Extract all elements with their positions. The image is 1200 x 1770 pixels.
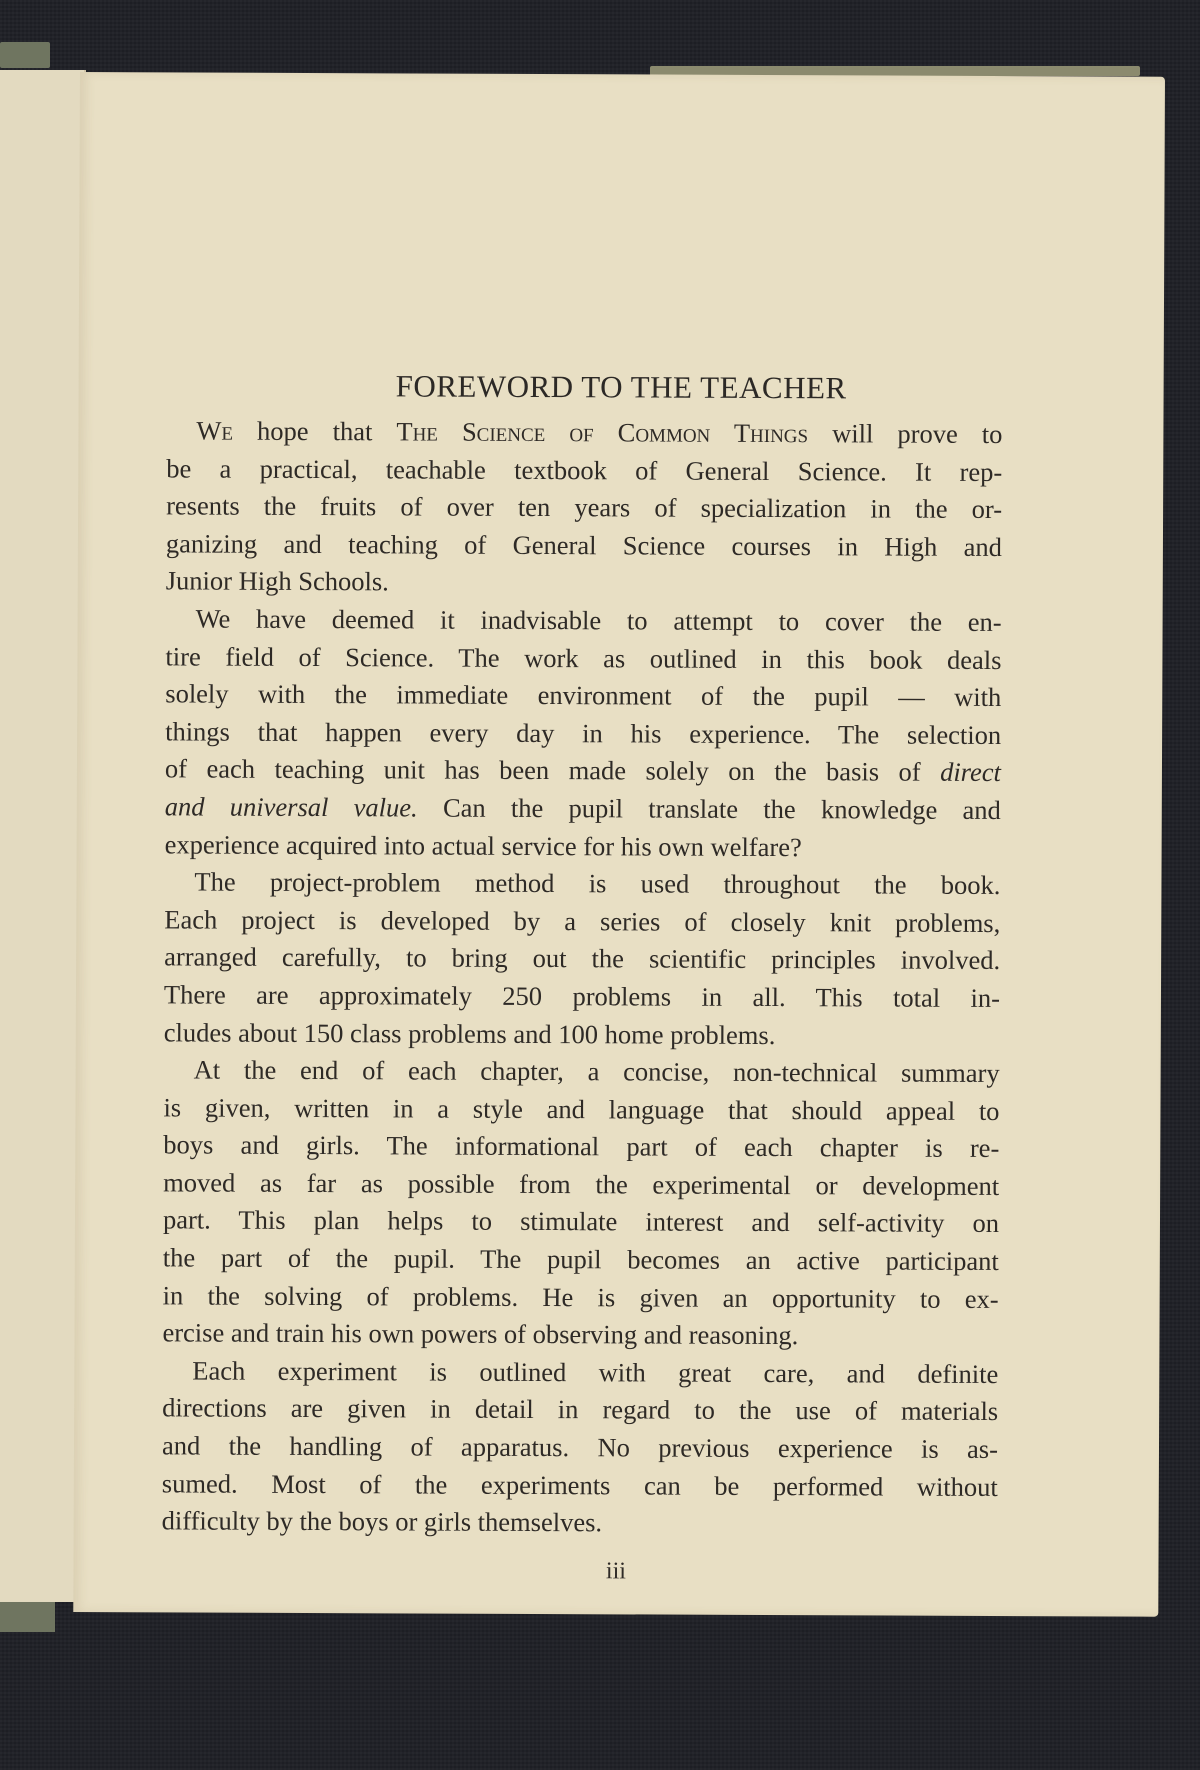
text-span: will prove to — [808, 418, 1003, 450]
text-span: hope that — [232, 415, 397, 447]
text-span: of each teaching unit has been made solely on the basis of — [164, 753, 941, 788]
text-line: in the solving of problems. He is given an opportunity to ex- — [162, 1280, 999, 1314]
text-line: difficulty by the boys or girls themselves. — [161, 1505, 603, 1538]
text-line: There are approximately 250 problems in all. This total in- — [163, 979, 1001, 1013]
text-line: solely with the immediate environment of the pupil — with — [165, 678, 1002, 713]
text-line: cludes about 150 class problems and 100 home problems. — [163, 1016, 776, 1050]
drop-word: We — [196, 415, 234, 446]
text-line: directions are given in detail in regard to the use of materials — [162, 1392, 999, 1427]
text-line: Each experiment is outlined with great care, and definite — [192, 1355, 999, 1389]
text-line: and the handling of apparatus. No previous experience is as- — [161, 1430, 999, 1465]
text-line: arranged carefully, to bring out the scientific principles involved. — [164, 941, 1001, 976]
text-line: be a practical, teachable textbook of General Science. It rep- — [166, 452, 1003, 487]
facing-page-edge — [0, 70, 86, 1602]
paragraph-1 — [166, 412, 1003, 604]
text-line: boys and girls. The informational part of each chapter is re- — [163, 1129, 1000, 1164]
book-binding-bottom — [0, 1602, 55, 1632]
text-line: At the end of each chapter, a concise, non-technical summary — [193, 1054, 1000, 1089]
text-line: the part of the pupil. The pupil becomes an active participant — [162, 1242, 999, 1277]
paragraph-3 — [164, 864, 1001, 1056]
text-line — [165, 788, 1001, 829]
text-line: resents the fruits of over ten years of specialization in the or- — [166, 490, 1003, 525]
book-title-smallcaps: The Science of Common Things — [396, 416, 809, 449]
text-line: Each project is developed by a series of closely knit problems, — [164, 904, 1001, 938]
text-line: moved as far as possible from the experimental or development — [163, 1167, 1000, 1201]
italic-span: and universal value. — [164, 791, 418, 823]
paragraph-5 — [162, 1352, 999, 1544]
text-line: experience acquired into actual service for his own welfare? — [164, 828, 802, 862]
page-title: FOREWORD TO THE TEACHER — [395, 368, 847, 406]
page-body — [162, 412, 1003, 1543]
text-line: ercise and train his own powers of observing and reasoning. — [162, 1317, 799, 1351]
text-line: sumed. Most of the experiments can be performed without — [161, 1467, 998, 1502]
text-line: Junior High Schools. — [165, 565, 389, 597]
page-number: iii — [605, 1558, 627, 1585]
book-binding-top — [0, 42, 50, 68]
text-line: The project-problem method is used throughout the book. — [194, 866, 1001, 901]
text-line: ganizing and teaching of General Science courses in High and — [165, 528, 1003, 562]
text-line: tire field of Science. The work as outlined in this book deals — [165, 640, 1002, 675]
text-span: Can the pupil translate the knowledge and — [417, 792, 1001, 825]
text-line — [166, 412, 1002, 453]
text-line: things that happen every day in his experience. The selection — [165, 716, 1002, 750]
paragraph-2 — [165, 600, 1002, 867]
text-line: is given, written in a style and language that should appeal to — [163, 1092, 1000, 1126]
text-line: part. This plan helps to stimulate interest and self-activity on — [162, 1204, 1000, 1239]
book-page — [73, 72, 1165, 1617]
italic-span: direct — [940, 757, 1002, 788]
text-line: We have deemed it inadvisable to attempt to cover the en- — [195, 603, 1002, 637]
paragraph-4 — [162, 1051, 999, 1355]
text-line — [165, 751, 1001, 792]
